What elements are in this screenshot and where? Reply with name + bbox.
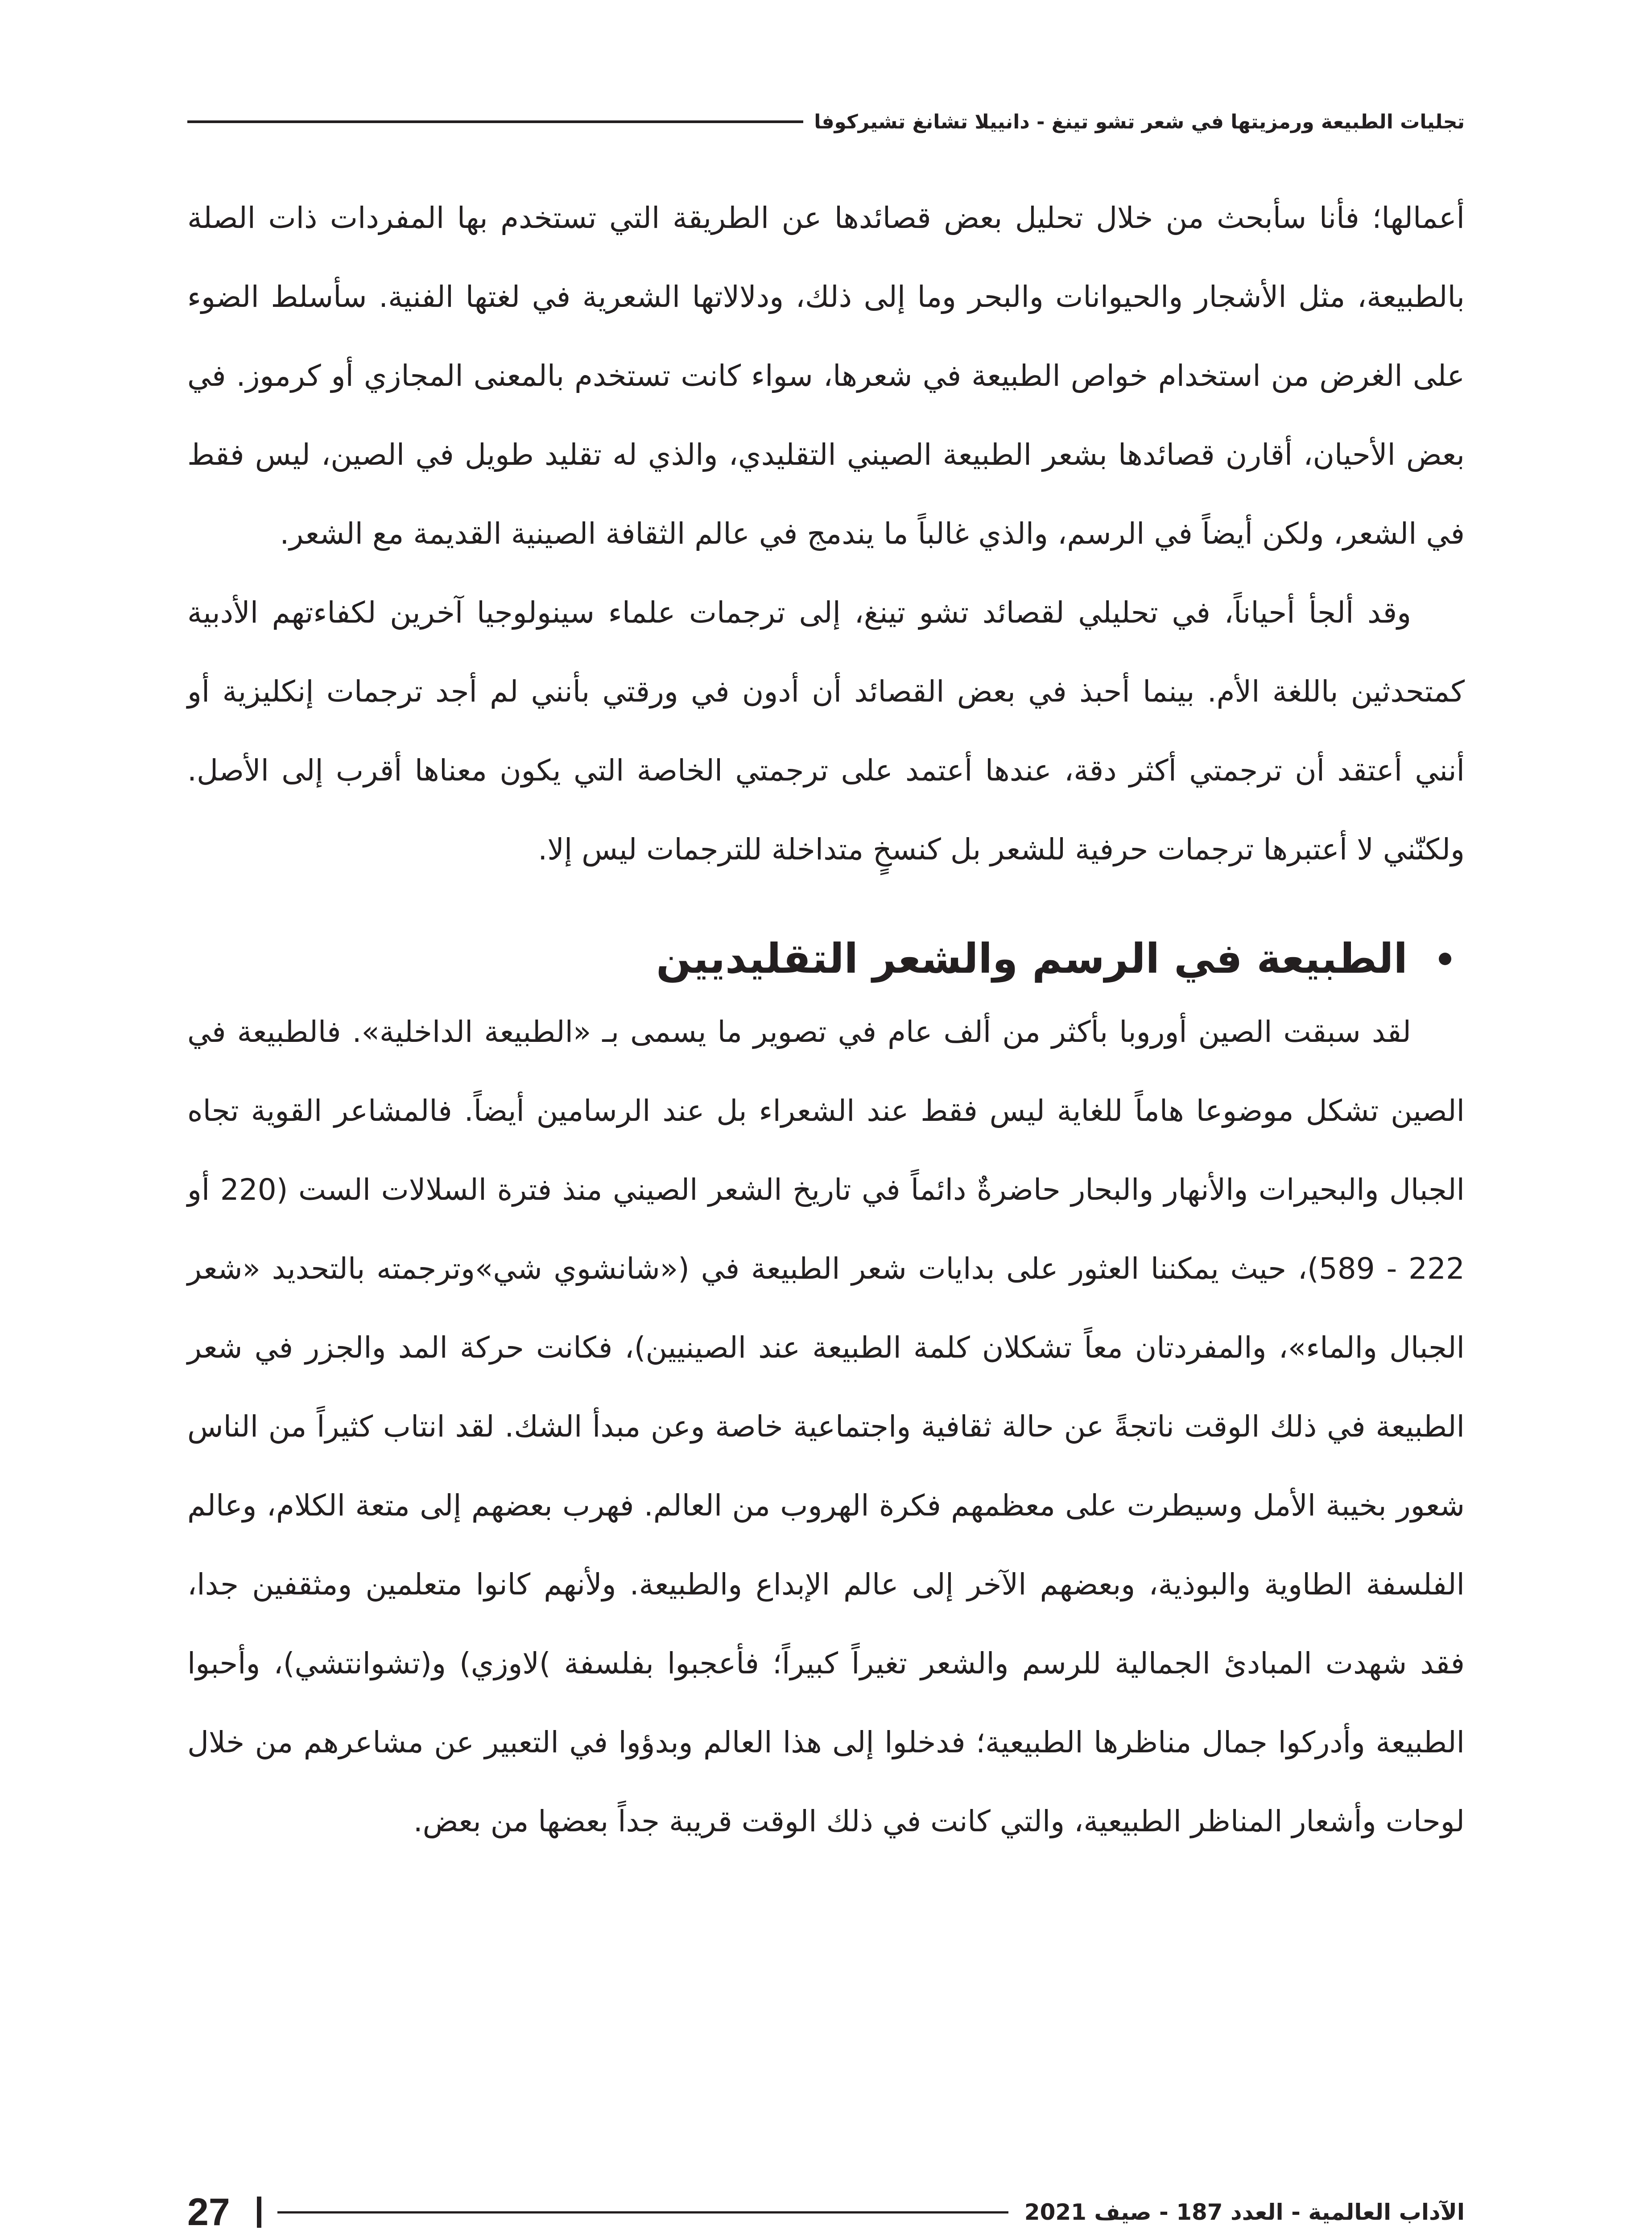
section-heading-text: الطبيعة في الرسم والشعر التقليديين	[656, 935, 1408, 983]
running-header	[187, 102, 1465, 142]
section-paragraph: لقد سبقت الصين أوروبا بأكثر من ألف عام في تصوير ما يسمى بـ «الطبيعة الداخلية». فالطبيعة في الصين تشكل موضوعا هاماً للغاية ليس فقط عند الشعراء بل عند الرسامين أيضاً. فالمشاعر القوية تجاه الجبال والبحيرات والأنهار والبحار حاضرةٌ دائماً في تاريخ الشعر الصيني منذ فترة السلالات الست (220 أو 222 - 589)، حيث يمكننا العثور على بدايات شعر الطبيعة في («شانشوي شي»وترجمته بالتحديد «شعر الجبال والماء»، والمفردتان معاً تشكلان كلمة الطبيعة عند الصينيين)، فكانت حركة المد والجزر في شعر الطبيعة في ذلك الوقت ناتجةً عن حالة ثقافية واجتماعية خاصة وعن مبدأ الشك. لقد انتاب كثيراً من الناس شعور بخيبة الأمل وسيطرت على معظمهم فكرة الهروب من العالم. فهرب بعضهم إلى متعة الكلام، وعالم الفلسفة الطاوية والبوذية، وبعضهم الآخر إلى عالم الإبداع والطبيعة. ولأنهم كانوا متعلمين ومثقفين جدا، فقد شهدت المبادئ الجمالية للرسم والشعر تغيراً كبيراً؛ فأعجبوا بفلسفة )لاوزي) و(تشوانتشي)، وأحبوا الطبيعة وأدركوا جمال مناظرها الطبيعية؛ فدخلوا إلى هذا العالم وبدؤوا في التعبير عن مشاعرهم من خلال لوحات وأشعار المناظر الطبيعية، والتي كانت في ذلك الوقت قريبة جداً بعضها من بعض.	[187, 1015, 1465, 1838]
paragraph-translations: وقد ألجأ أحياناً، في تحليلي لقصائد تشو تينغ، إلى ترجمات علماء سينولوجيا آخرين لكفاءتهم الأدبية كمتحدثين باللغة الأم. بينما أحبذ في بعض القصائد أن أدون في ورقتي بأنني لم أجد ترجمات إنكليزية أو أنني أعتقد أن ترجمتي أكثر دقة، عندها أعتمد على ترجمتي الخاصة التي يكون معناها أقرب إلى الأصل. ولكنّني لا أعتبرها ترجمات حرفية للشعر بل كنسخٍ متداخلة للترجمات ليس إلا.	[187, 595, 1465, 867]
header-title: تجليات الطبيعة ورمزيتها في شعر تشو تينغ - دانييلا تشانغ تشيركوفا	[814, 110, 1465, 133]
footer-journal-info: الآداب العالمية - العدد 187 - صيف 2021	[1024, 2199, 1465, 2225]
page-number: 27	[187, 2190, 230, 2230]
section-heading	[187, 925, 1465, 992]
page-footer	[187, 2188, 1465, 2230]
bullet-icon	[1439, 953, 1451, 965]
header-rule	[187, 120, 803, 123]
footer-separator	[257, 2197, 261, 2228]
article-body	[187, 178, 1465, 1861]
paragraph-continued: أعمالها؛ فأنا سأبحث من خلال تحليل بعض قصائدها عن الطريقة التي تستخدم بها المفردات ذات الصلة بالطبيعة، مثل الأشجار والحيوانات والبحر وما إلى ذلك، ودلالاتها الشعرية في لغتها الفنية. سأسلط الضوء على الغرض من استخدام خواص الطبيعة في شعرها، سواء كانت تستخدم بالمعنى المجازي أو كرموز. في بعض الأحيان، أقارن قصائدها بشعر الطبيعة الصيني التقليدي، والذي له تقليد طويل في الصين، ليس فقط في الشعر، ولكن أيضاً في الرسم، والذي غالباً ما يندمج في عالم الثقافة الصينية القديمة مع الشعر.	[187, 201, 1465, 551]
footer-rule	[277, 2211, 1008, 2213]
